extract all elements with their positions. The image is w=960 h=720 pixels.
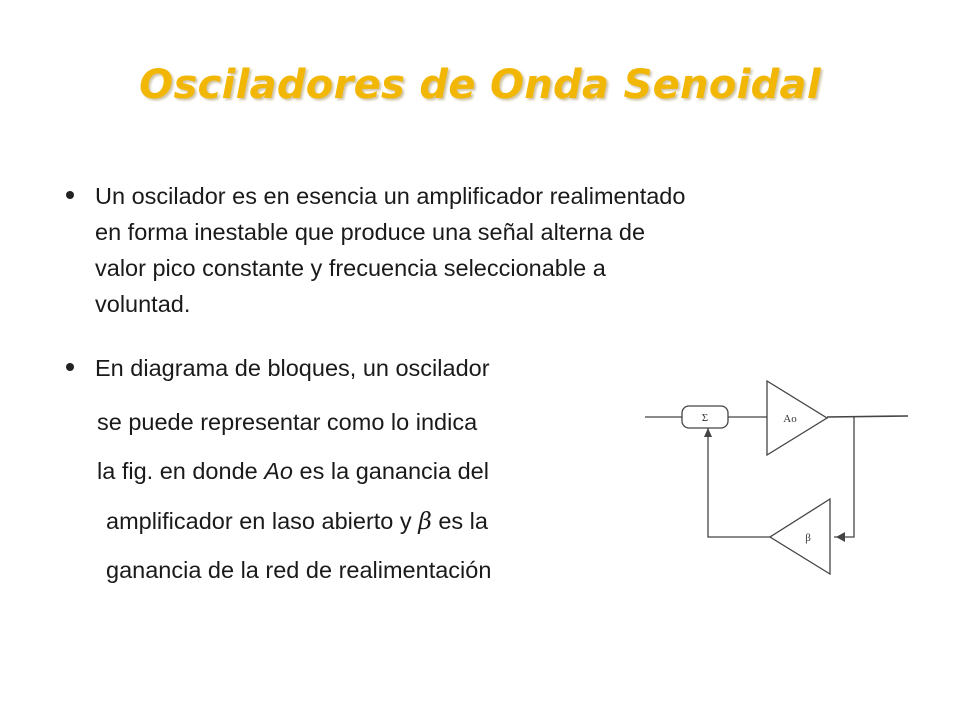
bullet-2-line-1: En diagrama de bloques, un oscilador — [95, 355, 490, 381]
bullet-1-line-3: valor pico constante y frecuencia seleccionable a — [95, 255, 606, 281]
block-diagram — [640, 375, 915, 580]
output-wire — [827, 416, 908, 417]
amplifier-block — [767, 381, 827, 455]
feedback-tap-wire — [834, 417, 854, 537]
bullet-dot — [66, 191, 74, 199]
sum-input-arrow — [704, 428, 712, 437]
beta-symbol: β — [418, 507, 432, 535]
bullet-dot — [66, 363, 74, 371]
bullet-1-line-1: Un oscilador es en esencia un amplificador realimentado — [95, 183, 686, 209]
line-4-pre: amplificador en laso abierto y — [106, 508, 419, 534]
sum-label: Σ — [701, 412, 709, 424]
bullet-1-line-4: voluntad. — [95, 291, 191, 317]
bullet-1-text — [95, 178, 685, 322]
feedback-arrow — [836, 532, 845, 542]
bullet-2-line-2: se puede representar como lo indica — [97, 409, 478, 435]
line-3-post: es la ganancia del — [293, 458, 489, 484]
feedback-block — [770, 499, 830, 574]
amp-label: Ao — [783, 413, 797, 425]
bullet-2-line-3 — [97, 453, 489, 489]
feedback-return-wire — [708, 428, 770, 537]
bullet-2-line-4 — [106, 503, 488, 539]
feedback-label: β — [805, 532, 811, 544]
line-3-pre: la fig. en donde — [97, 458, 265, 484]
bullet-1-line-2: en forma inestable que produce una señal alterna de — [95, 219, 646, 245]
line-4-post: es la — [431, 508, 488, 534]
ao-symbol: Ao — [264, 458, 293, 484]
slide-title: Osciladores de Onda Senoidal — [139, 62, 821, 108]
bullet-2-line-5: ganancia de la red de realimentación — [106, 557, 492, 583]
